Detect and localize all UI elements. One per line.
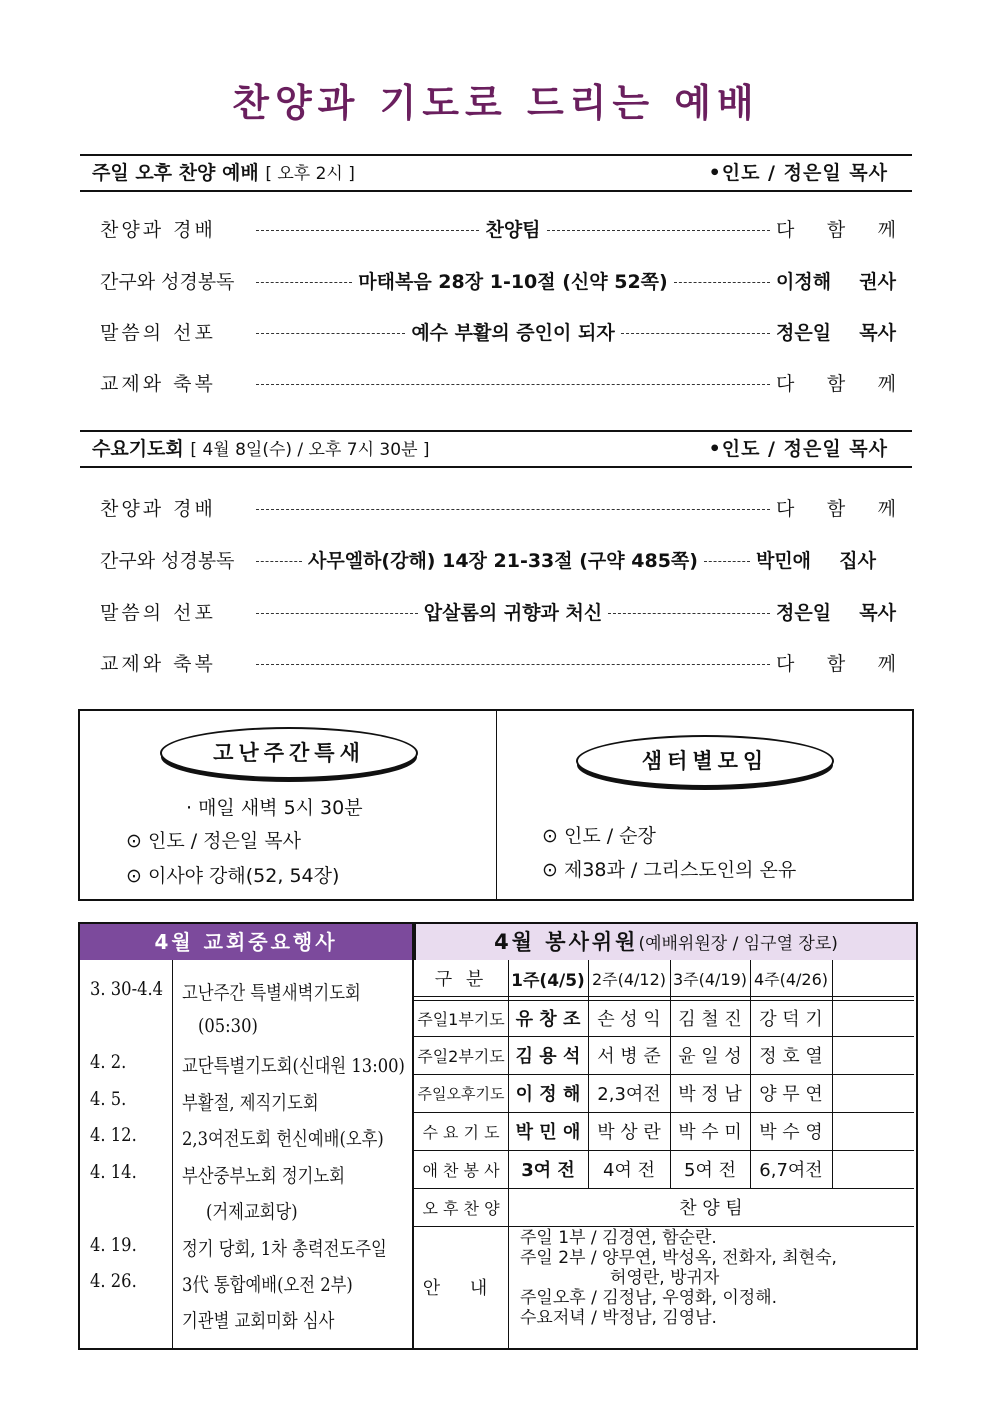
service-heading (414, 924, 916, 960)
column-header: 4주(4/26) (753, 969, 829, 989)
order-label: 간구와 성경봉독 (100, 550, 235, 572)
guide-line: 허영란, 방귀자 (610, 1268, 720, 1288)
service-heading-title: 4월 봉사위원 (494, 930, 639, 954)
event-date: 4. 12. (90, 1124, 137, 1146)
afternoon-praise-team: 찬 양 팀 (679, 1198, 743, 1219)
order-person: 이정해 권사 (776, 271, 897, 293)
service-person: 양 무 연 (759, 1084, 823, 1105)
guide-line: 주일오후 / 김정남, 우영화, 이정해. (520, 1288, 778, 1308)
cell-meeting-title: 샘터별모임 (576, 735, 834, 787)
service-person: 4여 전 (603, 1160, 655, 1181)
service-person: 김 용 석 (515, 1046, 581, 1067)
order-label: 말씀의 선포 (100, 322, 216, 344)
order-row (100, 267, 896, 297)
wednesday-time: [ 4월 8일(수) / 오후 7시 30분 ] (190, 440, 430, 460)
guide-line: 수요저녁 / 박정남, 김영남. (520, 1308, 717, 1328)
notice-boxes (78, 709, 914, 901)
event-text: 기관별 교회미화 심사 (182, 1310, 335, 1332)
order-person: 다 함 께 (776, 653, 896, 675)
cell-meeting-line: ⊙ 제38과 / 그리스도인의 온유 (542, 859, 797, 881)
column-header: 2주(4/12) (591, 969, 667, 989)
guide-notes (520, 1228, 837, 1328)
column-header: 구 분 (434, 969, 488, 990)
order-person: 정은일 목사 (776, 602, 897, 624)
order-detail: 예수 부활의 증인이 되자 (411, 322, 615, 344)
guide-line: 주일 1부 / 김경연, 함순란. (520, 1228, 717, 1248)
guide-line: 주일 2부 / 양무연, 박성옥, 전화자, 최현숙, (520, 1248, 837, 1268)
events-heading: 4월 교회중요행사 (80, 924, 412, 960)
cell-meeting-line: ⊙ 인도 / 순장 (542, 825, 656, 847)
passion-week-line: · 매일 새벽 5시 30분 (186, 797, 363, 819)
order-label: 찬양과 경배 (100, 498, 216, 520)
wednesday-service-header (80, 430, 912, 468)
event-date: 4. 19. (90, 1234, 137, 1256)
service-person: 유 창 조 (515, 1009, 581, 1030)
event-text: (거제교회당) (206, 1201, 298, 1223)
order-detail: 사무엘하(강해) 14장 21-33절 (구약 485쪽) (308, 550, 698, 572)
event-date: 4. 26. (90, 1270, 137, 1292)
page-title: 찬양과 기도로 드리는 예배 (232, 81, 760, 125)
service-person: 강 덕 기 (759, 1009, 823, 1030)
service-person: 박 수 미 (678, 1122, 742, 1143)
column-header: 3주(4/19) (672, 969, 748, 989)
passion-week-line: ⊙ 인도 / 정은일 목사 (126, 830, 301, 852)
event-date: 4. 5. (90, 1088, 127, 1110)
event-date: 3. 30-4.4 (90, 978, 164, 1000)
wednesday-heading: 수요기도회 (92, 438, 184, 460)
order-row (100, 598, 896, 628)
order-person: 박민애 집사 (755, 550, 876, 572)
sunday-service-header (80, 154, 912, 192)
order-label: 교제와 축복 (100, 373, 216, 395)
order-detail: 찬양팀 (485, 219, 541, 241)
service-person: 서 병 준 (597, 1046, 661, 1067)
service-person: 이 정 해 (515, 1084, 581, 1105)
order-row (100, 649, 896, 679)
event-date: 4. 2. (90, 1051, 127, 1073)
service-person: 박 수 영 (759, 1122, 823, 1143)
service-person: 손 성 익 (597, 1009, 661, 1030)
order-detail: 마태복음 28장 1-10절 (신약 52쪽) (358, 271, 668, 293)
order-row (100, 369, 896, 399)
service-role: 주일오후기도 (417, 1084, 505, 1103)
order-person: 다 함 께 (776, 219, 896, 241)
service-role: 주일2부기도 (417, 1046, 505, 1066)
service-role: 애 찬 봉 사 (422, 1160, 500, 1180)
order-person: 다 함 께 (776, 373, 896, 395)
event-text: 부활절, 제직기도회 (182, 1092, 319, 1114)
order-row (100, 215, 896, 245)
service-person: 5여 전 (684, 1160, 736, 1181)
passion-week-line: ⊙ 이사야 강해(52, 54장) (126, 865, 340, 887)
order-row (100, 494, 896, 524)
order-row (100, 546, 896, 576)
service-heading-sub: (예배위원장 / 임구열 장로) (638, 934, 838, 954)
wednesday-leader: •인도 / 정은일 목사 (708, 438, 888, 460)
event-text: (05:30) (198, 1015, 258, 1037)
order-row (100, 318, 896, 348)
sunday-leader: •인도 / 정은일 목사 (708, 162, 888, 184)
order-person: 다 함 께 (776, 498, 896, 520)
service-person: 박 정 남 (678, 1084, 742, 1105)
event-text: 고난주간 특별새벽기도회 (182, 982, 361, 1004)
order-label: 교제와 축복 (100, 653, 216, 675)
service-role: 오 후 찬 양 (422, 1198, 500, 1218)
sunday-time: [ 오후 2시 ] (265, 164, 355, 184)
service-person: 박 민 애 (515, 1122, 581, 1143)
event-text: 교단특별기도회(신대원 13:00) (182, 1055, 405, 1077)
event-text: 정기 당회, 1차 총력전도주일 (182, 1238, 387, 1260)
event-text: 부산중부노회 정기노회 (182, 1165, 346, 1187)
order-label: 찬양과 경배 (100, 219, 216, 241)
bottom-panel (78, 922, 918, 1350)
service-person: 3여 전 (521, 1160, 575, 1181)
service-person: 2,3여전 (597, 1084, 661, 1105)
service-role: 주일1부기도 (417, 1009, 505, 1029)
service-person: 정 호 열 (759, 1046, 823, 1067)
order-person: 정은일 목사 (776, 322, 897, 344)
order-label: 말씀의 선포 (100, 602, 216, 624)
service-person: 윤 일 성 (678, 1046, 742, 1067)
service-person: 박 상 란 (597, 1122, 661, 1143)
service-role: 수 요 기 도 (422, 1122, 500, 1142)
event-text: 2,3여전도회 헌신예배(오후) (182, 1128, 384, 1150)
column-header: 1주(4/5) (511, 970, 585, 991)
passion-week-title: 고난주간특새 (160, 727, 418, 779)
service-person: 김 철 진 (678, 1009, 742, 1030)
event-date: 4. 14. (90, 1161, 137, 1183)
order-label: 간구와 성경봉독 (100, 271, 235, 293)
event-text: 3代 통합예배(오전 2부) (182, 1274, 353, 1296)
service-role: 안 내 (422, 1278, 500, 1299)
order-detail: 압살롬의 귀향과 처신 (423, 602, 603, 624)
service-person: 6,7여전 (759, 1160, 823, 1181)
sunday-heading: 주일 오후 찬양 예배 (92, 162, 259, 184)
